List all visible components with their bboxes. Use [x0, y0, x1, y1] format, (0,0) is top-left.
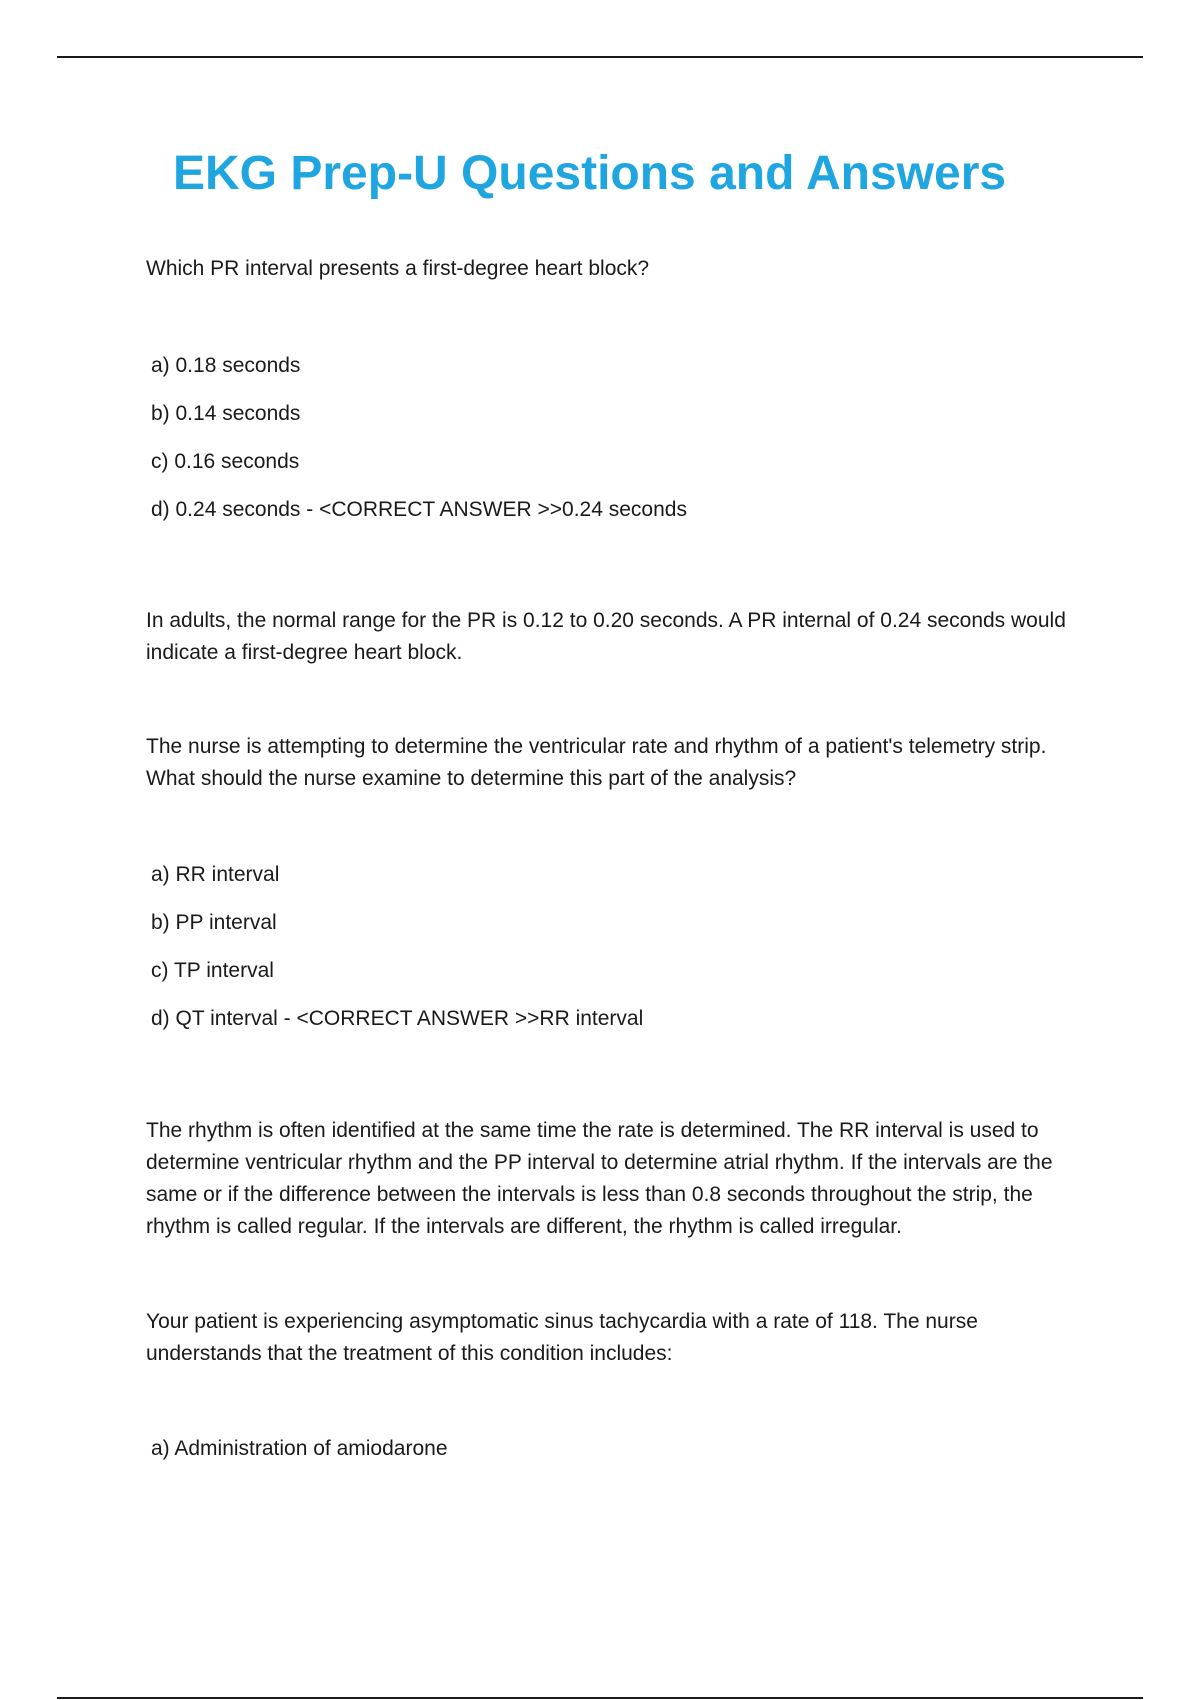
- question-2-text: The nurse is attempting to determine the ventricular rate and rhythm of a patient's telemetry strip. What should the nurse examine to determine this part of the analysis?: [146, 735, 1047, 790]
- question-2-option-a: a) RR interval: [151, 863, 280, 886]
- question-1-options: [146, 350, 1096, 542]
- question-3-options: [146, 1433, 1096, 1481]
- question-2-options: [146, 859, 1096, 1051]
- question-2-explanation: The rhythm is often identified at the same time the rate is determined. The RR interval is used to determine ventricular rhythm and the PP interval to determine atrial rhythm. If the intervals are the same or if the difference between the intervals is less than 0.8 seconds throughout the strip, the rhythm is called regular. If the intervals are different, the rhythm is called irregular.: [146, 1119, 1053, 1238]
- question-1-option-a: a) 0.18 seconds: [151, 354, 301, 377]
- bottom-rule: [57, 1697, 1143, 1699]
- question-2-option-d: d) QT interval - <CORRECT ANSWER >>RR interval: [151, 1007, 644, 1030]
- question-1-option-c: c) 0.16 seconds: [151, 450, 300, 473]
- question-3-option-a: a) Administration of amiodarone: [151, 1437, 448, 1460]
- question-1-option-d: d) 0.24 seconds - <CORRECT ANSWER >>0.24 seconds: [151, 498, 687, 521]
- question-1-text: Which PR interval presents a first-degree heart block?: [146, 257, 650, 280]
- question-2-option-c: c) TP interval: [151, 959, 274, 982]
- page-title: EKG Prep-U Questions and Answers: [173, 147, 1007, 200]
- question-1-option-b: b) 0.14 seconds: [151, 402, 301, 425]
- question-1-explanation: In adults, the normal range for the PR is 0.12 to 0.20 seconds. A PR internal of 0.24 seconds would indicate a first-degree heart block.: [146, 609, 1066, 664]
- document-body: [146, 253, 1096, 1481]
- top-rule: [57, 56, 1143, 58]
- question-2-option-b: b) PP interval: [151, 911, 277, 934]
- question-3-text: Your patient is experiencing asymptomatic sinus tachycardia with a rate of 118. The nurse understands that the treatment of this condition includes:: [146, 1310, 978, 1365]
